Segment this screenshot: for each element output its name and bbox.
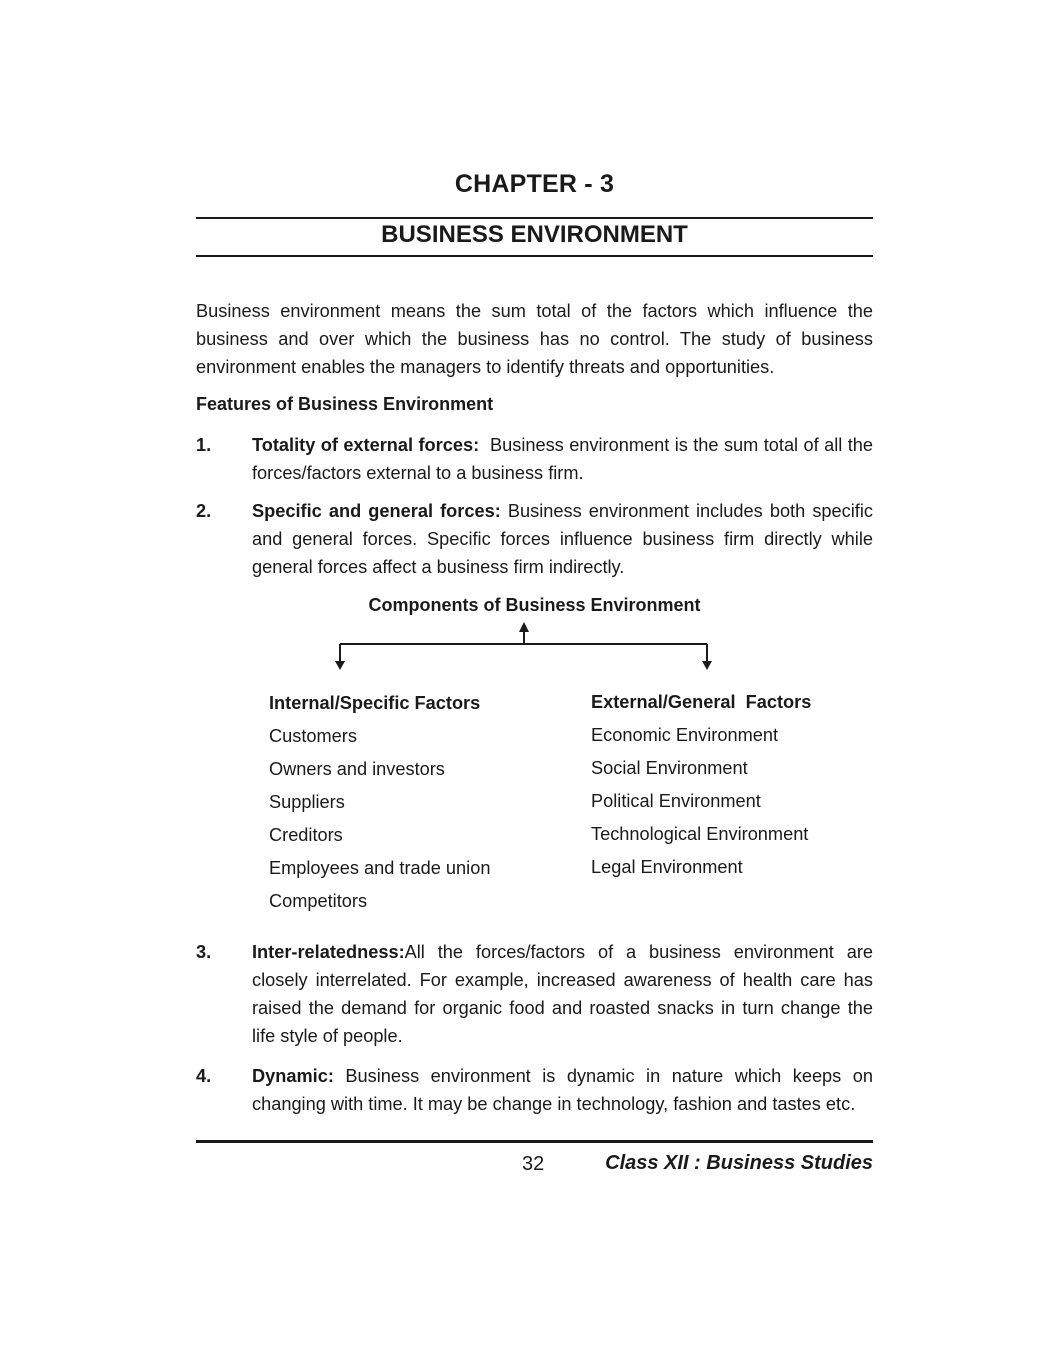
feature-number: 2.: [196, 501, 212, 521]
feature-body: [252, 938, 879, 1050]
feature-term: Dynamic:: [252, 1066, 334, 1086]
feature-number: 1.: [196, 435, 212, 455]
feature-text: Business environment includes both specific and general forces. Specific forces influence business firm directly while general forces affect a business firm indirectly.: [252, 501, 879, 577]
internal-factors-heading: Internal/Specific Factors: [269, 693, 481, 713]
feature-term: Inter-relatedness:: [252, 942, 405, 962]
internal-factor: Owners and investors: [269, 759, 445, 779]
internal-factors-column: [269, 691, 490, 922]
feature-number: 4.: [196, 1066, 212, 1086]
external-factors-column: [591, 690, 811, 888]
feature-body: [252, 497, 879, 581]
feature-text: Business environment is dynamic in nature which keeps on changing with time. It may be change in technology, fashion and tastes etc.: [252, 1066, 879, 1114]
feature-number: 3.: [196, 942, 212, 962]
external-factor: Legal Environment: [591, 857, 743, 877]
book-title: Class XII : Business Studies: [605, 1152, 873, 1174]
feature-body: [252, 1062, 879, 1118]
footer-rule: [196, 1140, 873, 1143]
internal-factor: Employees and trade union: [269, 858, 491, 878]
feature-item: [196, 497, 879, 581]
title-rule-bottom: [196, 255, 873, 257]
internal-factor: Creditors: [269, 825, 343, 845]
title-rule-top: [196, 217, 873, 219]
intro-paragraph: Business environment means the sum total of the factors which influence the business and over which the business has no control. The study of business environment enables the managers to identify threats and opportunities.: [196, 301, 873, 377]
external-factor: Economic Environment: [591, 725, 779, 745]
feature-term: Totality of external forces:: [252, 435, 480, 455]
feature-item: [196, 1062, 879, 1118]
chapter-title: BUSINESS ENVIRONMENT: [381, 221, 688, 248]
page-number: 32: [522, 1153, 545, 1175]
arrow-down-left-icon: [335, 661, 345, 670]
feature-item: [196, 431, 879, 487]
feature-body: [252, 431, 879, 487]
external-factors-heading: External/General Factors: [591, 692, 812, 712]
external-factor: Technological Environment: [591, 824, 809, 844]
internal-factor: Suppliers: [269, 792, 345, 812]
diagram-connector: [196, 590, 873, 680]
internal-factor: Customers: [269, 726, 357, 746]
external-factor: Political Environment: [591, 791, 761, 811]
chapter-label: CHAPTER - 3: [454, 170, 615, 198]
external-factor: Social Environment: [591, 758, 748, 778]
feature-text: Business environment is the sum total of all the forces/factors external to a business firm.: [252, 435, 879, 483]
feature-text: All the forces/factors of a business environment are closely interrelated. For example, increased awareness of health care has raised the demand for organic food and roasted snacks in turn change the life style of people.: [252, 942, 879, 1046]
arrow-down-right-icon: [702, 661, 712, 670]
diagram-title: Components of Business Environment: [368, 595, 701, 615]
features-heading: Features of Business Environment: [196, 394, 494, 414]
internal-factor: Competitors: [269, 891, 368, 911]
components-diagram: [196, 590, 873, 920]
feature-term: Specific and general forces:: [252, 501, 501, 521]
arrow-up-icon: [519, 622, 529, 632]
feature-item: [196, 938, 879, 1050]
